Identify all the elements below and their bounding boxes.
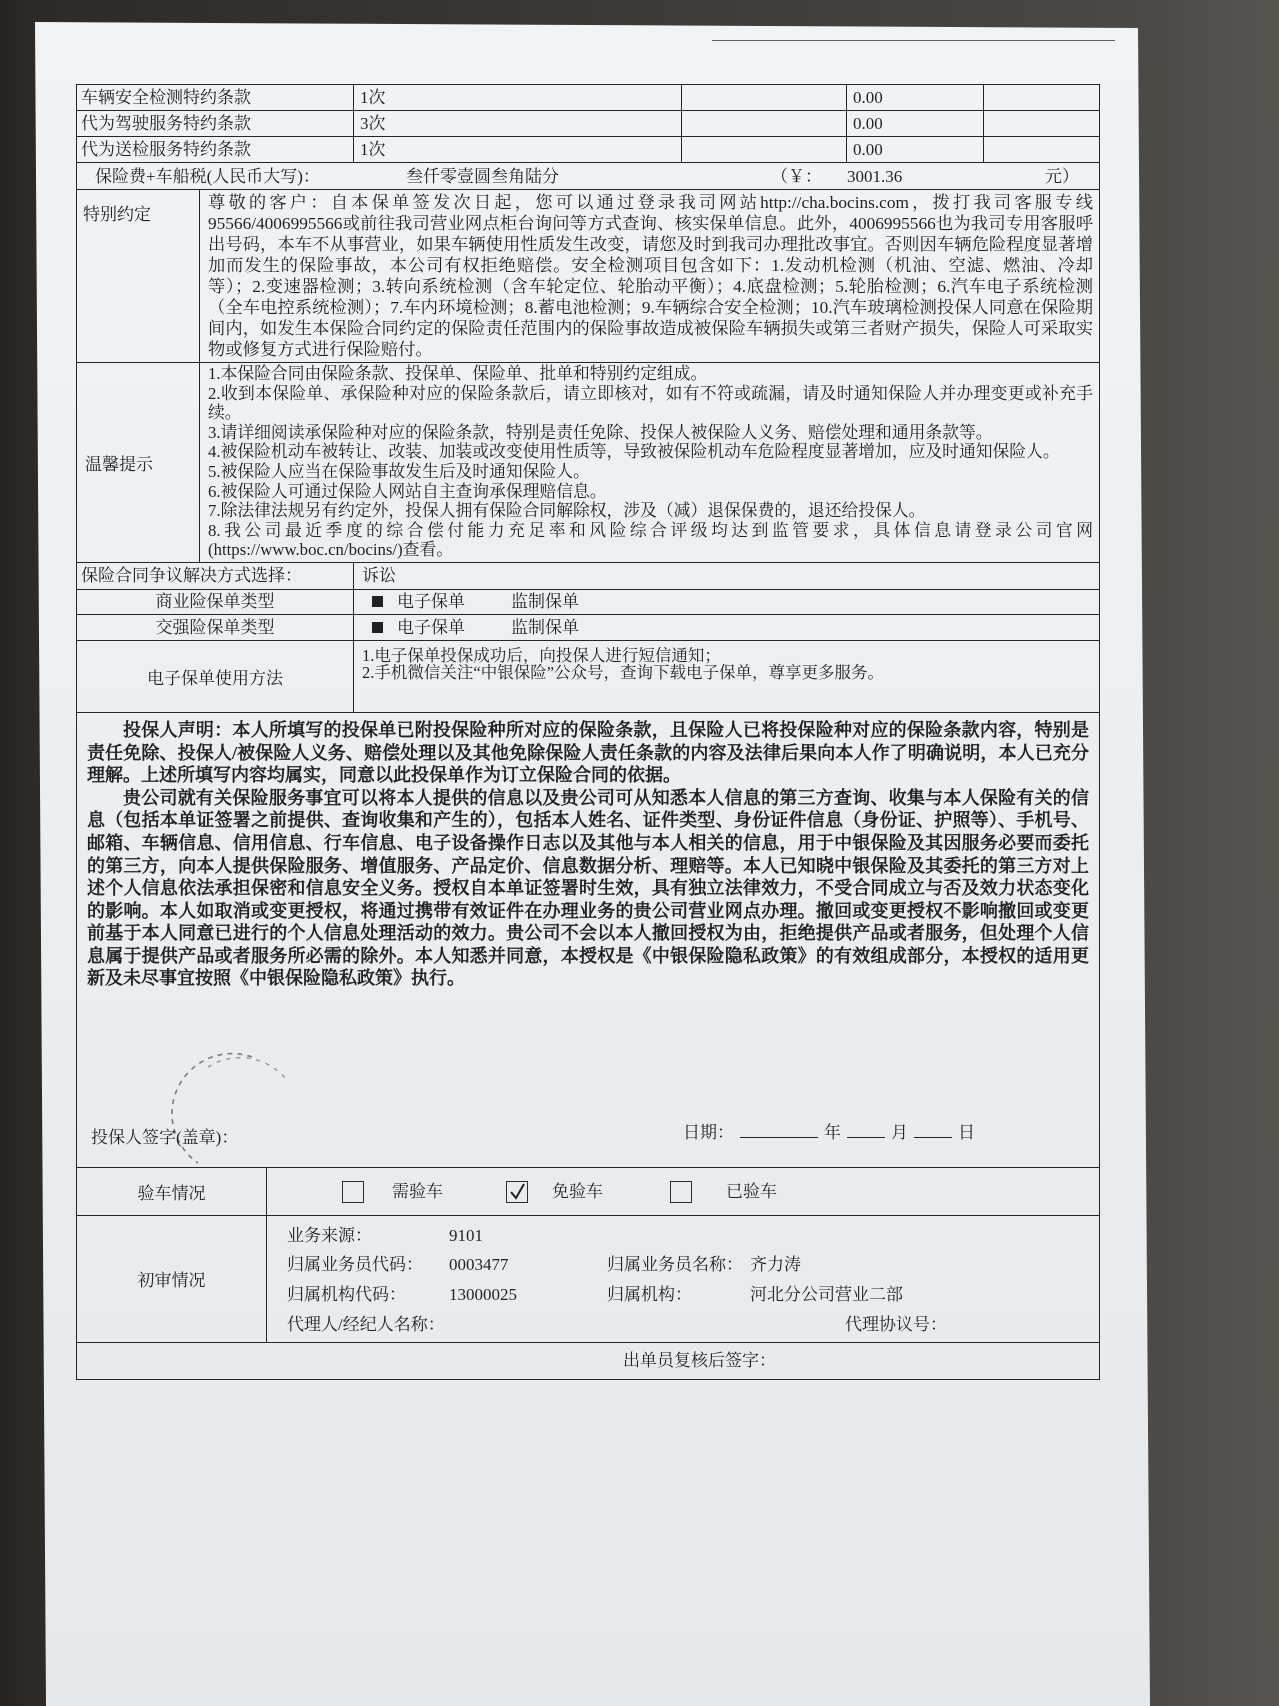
org-code-value: 13000025	[449, 1284, 517, 1304]
org-label: 归属机构：	[607, 1284, 692, 1304]
review-line	[267, 1221, 1099, 1251]
agreement-number-label: 代理协议号：	[845, 1314, 947, 1334]
clause-empty-cell	[983, 137, 1099, 162]
commercial-policy-type-label: 商业险保单类型	[155, 591, 275, 611]
inspection-option-label: 需验车	[392, 1181, 443, 1201]
inspection-option-label: 免验车	[552, 1181, 603, 1201]
compulsory-policy-type-value	[353, 615, 1099, 640]
selected-square-icon	[372, 622, 383, 633]
date-label: 日期：	[683, 1122, 734, 1142]
premium-total-label: 保险费+车船税(人民币大写)：	[95, 167, 320, 186]
special-agreement-label: 特别约定	[83, 205, 151, 224]
vehicle-inspection-options	[266, 1168, 1099, 1215]
premium-amount: 3001.36	[847, 167, 903, 186]
reminder-item: 3.请详细阅读承保险种对应的保险条款，特别是责任免除、投保人被保险人义务、赔偿处理和通用条款等。	[208, 422, 993, 442]
clause-empty-cell	[983, 111, 1099, 136]
reminders-label: 温馨提示	[85, 454, 153, 474]
signature-date	[683, 1118, 975, 1148]
preliminary-review-row	[77, 1216, 1099, 1343]
dispute-resolution-value: 诉讼	[353, 563, 1099, 589]
clause-empty-cell	[681, 111, 846, 136]
vehicle-inspection-label: 验车情况	[137, 1183, 206, 1203]
clause-empty-cell	[983, 85, 1099, 110]
policy-type-selected: 电子保单	[397, 591, 465, 611]
broker-name-label: 代理人/经纪人名称：	[287, 1314, 445, 1334]
premium-amount-in-words: 叁仟零壹圆叁角陆分	[406, 167, 559, 186]
declaration-paragraph: 贵公司就有关保险服务事宜可以将本人提供的信息以及贵公司可从知悉本人信息的第三方查询、收集与本人保险有关的信息（包括本单证签署之前提供、查询收集和产生的），包括本人姓名、证件类型、身份证件信息（身份证、护照等）、手机号、邮箱、车辆信息、信用信息、行车信息、电子设备操作日志以及其他与本人相关的信息，用于中银保险及其因服务必要而委托的第三方，向本人提供保险服务、增值服务、产品定价、信息数据分析、理赔等。本人已知晓中银保险及其委托的第三方对上述个人信息依法承担保密和信息安全义务。授权自本单证签署时生效，具有独立法律效力，不受合同成立与否及效力状态变化的影响。本人如取消或变更授权，将通过携带有效证件在办理业务的贵公司营业网点办理。撤回或变更授权不影响撤回或变更前基于本人同意已进行的个人信息处理活动的效力。贵公司不会以本人撤回授权为由，拒绝提供产品或者服务，但处理个人信息属于提供产品或者服务所必需的除外。本人知悉并同意，本授权是《中银保险隐私政策》的有效组成部分，本授权的适用更新及未尽事宜按照《中银保险隐私政策》执行。	[87, 787, 1089, 989]
applicant-signature-label: 投保人签字(盖章)：	[91, 1127, 239, 1147]
clause-row	[77, 137, 1099, 163]
issuer-signature-label: 出单员复核后签字：	[623, 1350, 776, 1370]
checkmark-icon	[508, 1182, 526, 1202]
inspection-option-label: 已验车	[726, 1181, 777, 1201]
special-agreement-text: 尊敬的客户：自本保单签发次日起，您可以通过登录我司网站http://cha.bocins.com，拨打我司客服专线95566/4006995566或前往我司营业网点柜台询问等方式查询、核实保单信息。此外，4006995566也为我司专用客服呼出号码，本车不从事营业，如果车辆使用性质发生改变，请您及时到我司办理批改事宜。否则因车辆危险程度显著增加而发生的保险事故，本公司有权拒绝赔偿。安全检测项目包含如下：1.发动机检测（机油、空滤、燃油、冷却等）；2.变速器检测；3.转向系统检测（含车轮定位、轮胎动平衡）；4.底盘检测；5.轮胎检测；6.汽车电子系统检测（全车电控系统检测）；7.车内环境检测；8.蓄电池检测；9.车辆综合安全检测；10.汽车玻璃检测投保人同意在保险期间内，如发生本保险合同约定的保险责任范围内的保险事故造成被保险车辆损失或第三者财产损失，保险人可采取实物或修复方式进行保险赔付。	[199, 190, 1099, 362]
clause-row	[77, 85, 1099, 111]
currency-prefix: （￥：	[771, 167, 822, 186]
premium-total-row	[77, 163, 1099, 190]
reminder-item: 5.被保险人应当在保险事故发生后及时通知保险人。	[208, 461, 590, 481]
policy-form-table	[76, 84, 1100, 1380]
clause-count: 1次	[353, 85, 681, 110]
e-policy-usage-label: 电子保单使用方法	[147, 668, 283, 688]
usage-item: 2.手机微信关注“中银保险”公众号，查询下载电子保单，尊享更多服务。	[362, 663, 885, 683]
clause-premium: 0.00	[846, 85, 983, 110]
declaration-block	[77, 713, 1099, 1168]
review-line	[267, 1280, 1099, 1310]
selected-square-icon	[372, 596, 383, 607]
reminder-item: 2.收到本保险单、承保险种对应的保险条款后，请立即核对，如有不符或疏漏，请及时通知保险人并办理变更或补充手续。	[208, 383, 1093, 423]
year-blank	[740, 1120, 818, 1138]
clause-count: 1次	[353, 137, 681, 162]
special-agreement-row	[77, 190, 1099, 363]
business-source-value: 9101	[449, 1225, 483, 1245]
e-policy-usage-list	[353, 641, 1099, 712]
clause-premium: 0.00	[846, 137, 983, 162]
reminder-item: 8.我公司最近季度的综合偿付能力充足率和风险综合评级均达到监管要求，具体信息请登录公司官网(https://www.boc.cn/bocins/)查看。	[208, 520, 1093, 560]
policy-type-alternative: 监制保单	[511, 591, 579, 611]
agent-code-label: 归属业务员代码：	[287, 1254, 423, 1274]
review-line	[267, 1310, 1099, 1340]
agent-code-value: 0003477	[449, 1254, 509, 1274]
declaration-paragraph: 投保人声明：本人所填写的投保单已附投保险种所对应的保险条款，且保险人已将投保险种对应的保险条款内容，特别是责任免除、投保人/被保险人义务、赔偿处理以及其他免除保险人责任条款的内容及法律后果向本人作了明确说明，本人已充分理解。上述所填写内容均属实，同意以此投保单作为订立保险合同的依据。	[87, 719, 1089, 786]
review-line	[267, 1250, 1099, 1280]
month-blank	[847, 1120, 885, 1138]
e-policy-usage-row	[77, 641, 1099, 713]
reminder-item: 7.除法律法规另有约定外，投保人拥有保险合同解除权，涉及（减）退保保费的，退还给投保人。	[208, 501, 926, 521]
checkbox-icon	[670, 1181, 692, 1203]
usage-item: 1.电子保单投保成功后，向投保人进行短信通知；	[362, 645, 721, 665]
reminders-row	[77, 363, 1099, 563]
clause-name: 代为送检服务特约条款	[81, 140, 251, 159]
org-code-label: 归属机构代码：	[287, 1284, 406, 1304]
business-source-label: 业务来源：	[287, 1225, 372, 1245]
day-label: 日	[958, 1122, 975, 1142]
clause-empty-cell	[681, 85, 846, 110]
reminder-item: 6.被保险人可通过保险人网站自主查询承保理赔信息。	[208, 481, 607, 501]
clause-premium: 0.00	[846, 111, 983, 136]
checkbox-icon	[342, 1181, 364, 1203]
checkbox-icon	[506, 1181, 528, 1203]
day-blank	[914, 1120, 952, 1138]
compulsory-policy-type-row	[77, 615, 1099, 641]
commercial-policy-type-row	[77, 590, 1099, 615]
vehicle-inspection-row	[77, 1168, 1099, 1216]
reminders-list	[199, 363, 1099, 562]
agent-name-value: 齐力涛	[750, 1254, 801, 1274]
compulsory-policy-type-label: 交强险保单类型	[155, 617, 275, 637]
year-label: 年	[824, 1122, 841, 1142]
dispute-resolution-row	[77, 563, 1099, 590]
agent-name-label: 归属业务员名称：	[607, 1254, 743, 1274]
policy-type-selected: 电子保单	[397, 617, 465, 637]
clause-empty-cell	[681, 137, 846, 162]
header-rule	[712, 40, 1115, 41]
preliminary-review-fields	[266, 1216, 1099, 1342]
month-label: 月	[891, 1122, 908, 1142]
reminder-item: 1.本保险合同由保险条款、投保单、保险单、批单和特别约定组成。	[208, 364, 708, 383]
issuer-signature-row	[77, 1343, 1099, 1379]
reminder-item: 4.被保险机动车被转让、改装、加装或改变使用性质等，导致被保险机动车危险程度显著增加，应及时通知保险人。	[208, 442, 1060, 462]
commercial-policy-type-value	[353, 590, 1099, 614]
currency-suffix: 元）	[1045, 167, 1079, 186]
clause-row	[77, 111, 1099, 137]
dispute-resolution-label: 保险合同争议解决方式选择：	[81, 565, 302, 585]
policy-type-alternative: 监制保单	[511, 617, 579, 637]
clause-count: 3次	[353, 111, 681, 136]
clause-name: 车辆安全检测特约条款	[81, 88, 251, 107]
clause-name: 代为驾驶服务特约条款	[81, 114, 251, 133]
preliminary-review-label: 初审情况	[137, 1271, 206, 1291]
org-value: 河北分公司营业二部	[750, 1284, 903, 1304]
